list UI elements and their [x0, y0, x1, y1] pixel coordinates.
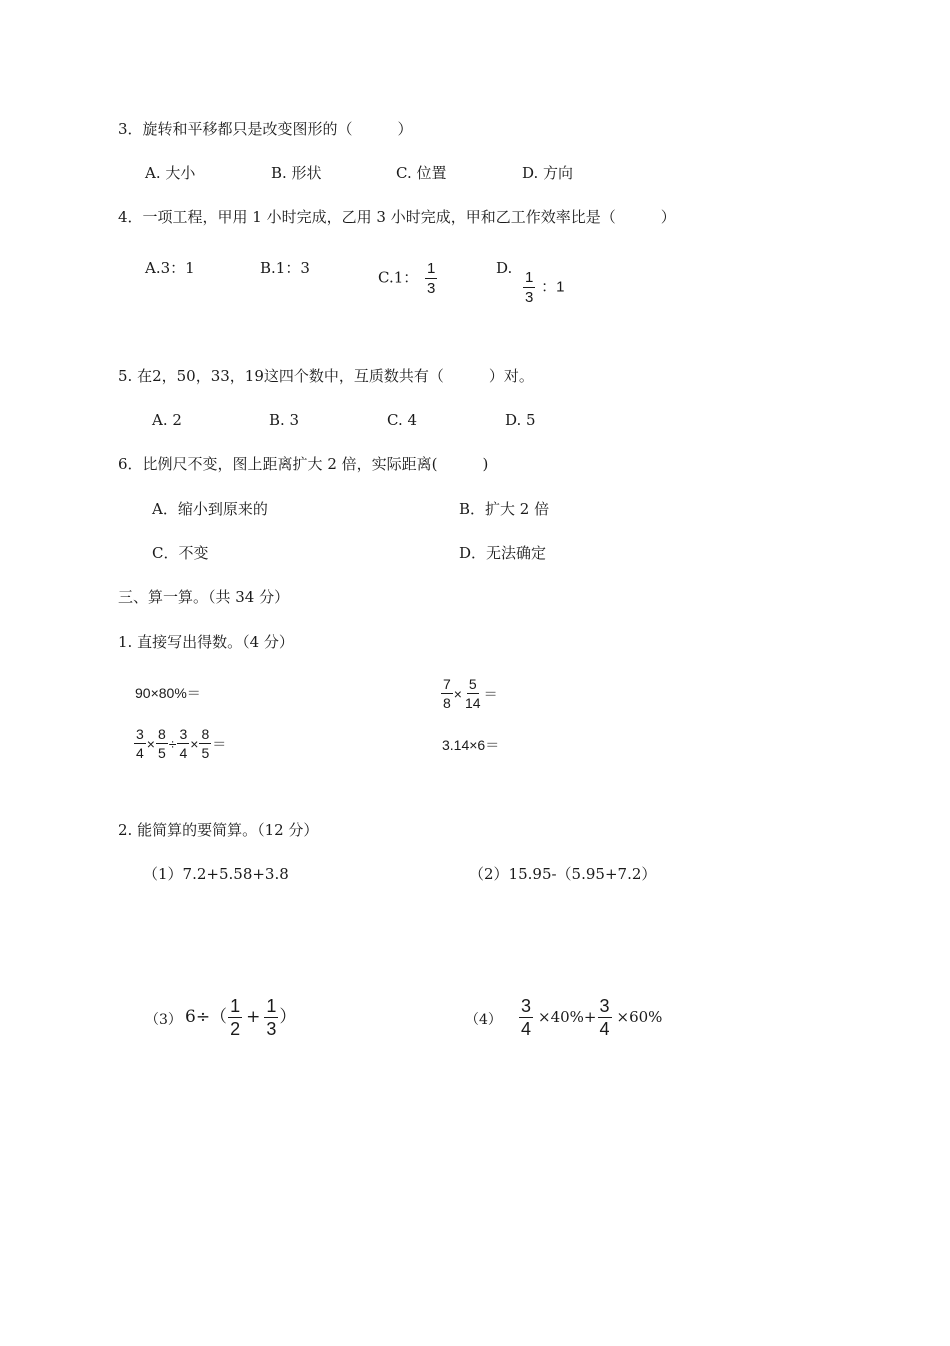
question-3-stem: 3．旋转和平移都只是改变图形的（ ）: [118, 120, 413, 138]
calc-2-problem-4-label: （4）: [465, 1012, 502, 1028]
calc-1-expr-4: 3.14×6＝: [442, 737, 500, 753]
question-6-stem: 6．比例尺不变，图上距离扩大 2 倍，实际距离( ): [118, 455, 489, 473]
calc-1-expr-1: 90×80%＝: [135, 685, 201, 701]
q4-option-c[interactable]: [378, 261, 438, 296]
calc-1-expr-3: $\frac{3}{4}$ × $\frac{8}{5}$ ÷ $\frac{3}{4}$ × $\frac{8}{5}$ ＝: [136, 726, 227, 761]
question-5-stem: 5. 在2，50，33，19这四个数中，互质数共有（ ）对。: [118, 367, 534, 385]
calc-1-title: 1. 直接写出得数。（4 分）: [118, 633, 294, 651]
calc-2-problem-3-label: （3）: [145, 1012, 182, 1028]
q4-option-b[interactable]: B.1：3: [260, 259, 310, 277]
q6-option-a[interactable]: A．缩小到原来的: [152, 500, 268, 518]
q5-option-d[interactable]: D. 5: [505, 411, 536, 429]
q6-option-b[interactable]: B．扩大 2 倍: [459, 500, 550, 518]
calc-2-problem-4: $\frac{3}{4}$ ×40%+ $\frac{3}{4}$ ×60%: [521, 996, 663, 1039]
q3-option-b[interactable]: B. 形状: [271, 164, 322, 182]
q4-option-d[interactable]: [522, 270, 564, 305]
q4-option-c-fraction: $\frac{1}{3}$: [427, 260, 436, 297]
q5-option-c[interactable]: C. 4: [387, 411, 418, 429]
calc-1-expr-2: $\frac{7}{8}$ × $\frac{5}{14}$ ＝: [443, 676, 498, 711]
q3-option-a[interactable]: A. 大小: [145, 164, 196, 182]
q4-option-d-suffix: ：1: [541, 278, 565, 296]
calc-2-problem-1: （1）7.2+5.58+3.8: [143, 865, 289, 883]
q6-option-c[interactable]: C．不变: [152, 544, 209, 562]
q3-option-c[interactable]: C. 位置: [396, 164, 447, 182]
q3-option-d[interactable]: D. 方向: [522, 164, 574, 182]
q6-option-d[interactable]: D．无法确定: [459, 544, 547, 562]
calc-2-problem-2: （2）15.95-（5.95+7.2）: [469, 865, 657, 883]
q4-option-c-prefix: C.1：: [378, 268, 419, 287]
question-4-stem: 4．一项工程，甲用 1 小时完成，乙用 3 小时完成，甲和乙工作效率比是（ ）: [118, 208, 676, 226]
q5-option-a[interactable]: A. 2: [152, 411, 182, 429]
calc-2-problem-3: 6÷（ $\frac{1}{2}$ + $\frac{1}{3}$ ）: [185, 996, 297, 1039]
calc-2-title: 2. 能简算的要简算。（12 分）: [118, 821, 319, 839]
q5-option-b[interactable]: B. 3: [269, 411, 300, 429]
q4-option-d-label[interactable]: D.: [496, 259, 513, 277]
section-3-title: 三、算一算。（共 34 分）: [118, 588, 290, 606]
q4-option-a[interactable]: A.3：1: [145, 259, 195, 277]
q4-option-d-fraction: $\frac{1}{3}$: [525, 269, 534, 306]
